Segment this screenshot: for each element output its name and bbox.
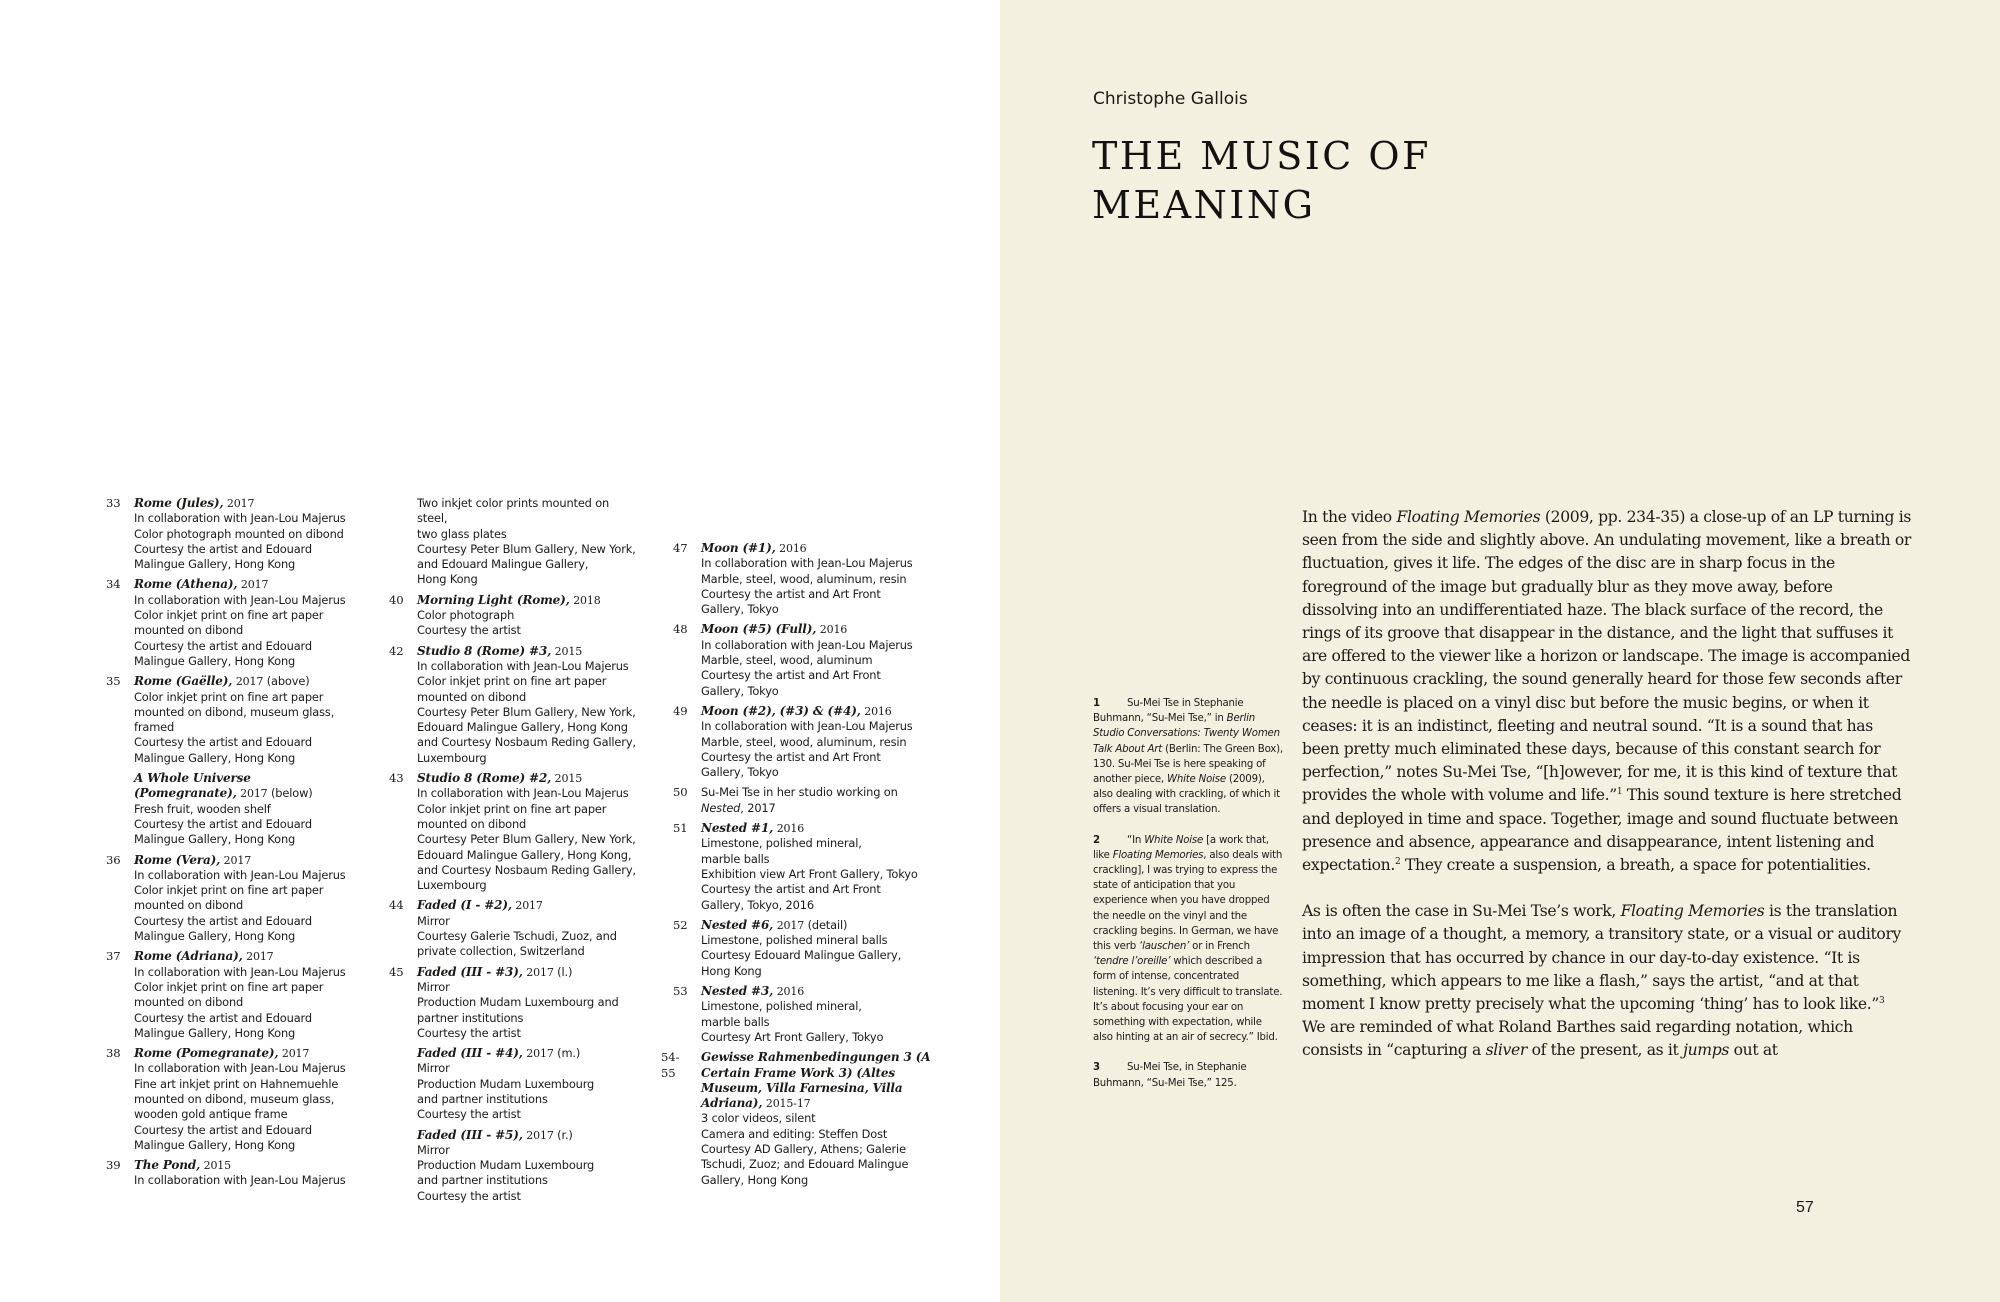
caption-heading: [701, 918, 935, 933]
work-title: Morning Light (Rome),: [417, 592, 570, 607]
caption-entry: [673, 821, 935, 913]
caption-line: Malingue Gallery, Hong Kong: [134, 1025, 296, 1040]
caption-line: Fine art inkjet print on Hahnemuehle: [134, 1076, 339, 1091]
essay-body: [1302, 506, 1912, 1086]
caption-entry: [673, 541, 935, 617]
caption-line: Malingue Gallery, Hong Kong: [134, 1137, 296, 1152]
caption-line: mounted on dibond, museum glass,: [134, 1091, 335, 1106]
caption-line: In collaboration with Jean-Lou Majerus: [701, 719, 913, 734]
caption-line: In collaboration with Jean-Lou Majerus: [417, 786, 629, 801]
caption-heading: [701, 704, 935, 719]
caption-heading: [134, 949, 354, 964]
work-title: Rome (Pomegranate),: [134, 1046, 279, 1061]
work-position-note: (l.): [557, 964, 573, 979]
caption-line: Gallery, Tokyo, 2016: [701, 897, 814, 912]
work-title: Moon (#1),: [701, 541, 776, 555]
caption-line: Color inkjet print on fine art paper: [417, 801, 607, 816]
work-date: 2017: [526, 965, 554, 979]
plate-number: 50: [673, 785, 688, 800]
plate-number: 52: [673, 917, 688, 932]
work-title: A Whole Universe (Pomegranate),: [134, 771, 251, 801]
caption-entry: [389, 1128, 637, 1204]
plate-number: 48: [673, 622, 688, 637]
plate-number: 45: [389, 964, 404, 979]
caption-heading: [701, 541, 935, 556]
caption-line: Courtesy the artist: [417, 1188, 521, 1203]
caption-line: Mirror: [417, 979, 450, 994]
caption-line: In collaboration with Jean-Lou Majerus: [701, 556, 913, 571]
caption-line: Malingue Gallery, Hong Kong: [134, 832, 296, 847]
work-title: The Pond,: [134, 1158, 201, 1173]
footnote-number: 3: [1093, 1062, 1100, 1074]
work-date: 2017: [235, 675, 264, 689]
caption-line: Luxembourg: [417, 878, 487, 893]
work-title: Faded (III - #4),: [417, 1046, 523, 1061]
caption-line: mounted on dibond: [134, 623, 244, 638]
caption-entry: [673, 984, 935, 1045]
caption-line: In collaboration with Jean-Lou Majerus: [701, 637, 913, 652]
caption-line: Color inkjet print on fine art paper: [134, 608, 324, 623]
caption-entry: [106, 949, 354, 1041]
caption-line: Two inkjet color prints mounted on steel,: [417, 496, 610, 526]
caption-line: Mirror: [417, 1061, 450, 1076]
caption-line: Color photograph: [417, 608, 515, 623]
footnote-2: 2 “In White Noise [a work that, like Floating Memories, also deals with crackling], I was trying to express the state of anticipation that you experience when you have dropped the needle on the vinyl and the crackling begins. In German, we have this verb ‘lauschen’ or in French ‘tendre l’oreille’ which described a form of intense, concentrated listening. It’s very difficult to translate. It’s about focusing your ear on something with expectation, while also hinting at an air of secrecy.” Ibid.: [1093, 834, 1283, 1044]
caption-heading: [417, 1046, 637, 1061]
caption-line: Color inkjet print on fine art paper: [134, 979, 324, 994]
caption-line: Courtesy Galerie Tschudi, Zuoz, and: [417, 929, 617, 944]
work-title: Rome (Athena),: [134, 577, 238, 592]
caption-heading: [417, 965, 637, 980]
caption-line: and partner institutions: [417, 1173, 548, 1188]
footnote-ref-2[interactable]: 2: [1394, 856, 1401, 867]
caption-line: In collaboration with Jean-Lou Majerus: [134, 592, 346, 607]
work-title: Faded (III - #3),: [417, 964, 523, 979]
caption-line: In collaboration with Jean-Lou Majerus: [134, 867, 346, 882]
page-number: 57: [1796, 1199, 1814, 1216]
caption-line: mounted on dibond, museum glass,: [134, 704, 335, 719]
work-title: Gewisse Rahmenbedingungen 3 (A Certain Frame Work 3) (Altes Museum, Villa Farnesina, Villa Adriana),: [701, 1050, 931, 1111]
work-date: 2017: [226, 497, 255, 510]
work-date: 2017: [515, 899, 543, 913]
caption-line: Malingue Gallery, Hong Kong: [134, 929, 296, 944]
plate-number: 51: [673, 821, 688, 836]
caption-line: Malingue Gallery, Hong Kong: [134, 653, 296, 668]
caption-entry: [106, 1046, 354, 1153]
caption-heading: [134, 577, 354, 592]
caption-entry: [389, 965, 637, 1041]
plate-number: 47: [673, 541, 688, 555]
essay-title-line-2: MEANING: [1092, 183, 1316, 227]
body-paragraph-1: In the video Floating Memories (2009, pp. 234-35) a close-up of an LP turning is seen from the side and slightly above. An undulating movement, like a breath or fluctuation, gives it life. The edges of the disc are in sharp focus in the foreground of the image but gradually blur as they move away, before dissolving into an undifferentiated haze. The black surface of the record, the rings of its groove that disappear in the distance, and the light that suffuses it are offered to the viewer like a horizon or landscape. The image is accompanied by continuous crackling, the sound generally heard for those few seconds after the needle is placed on a vinyl disc but before the music begins, or when it ceases: it is an indistinct, fleeting and neutral sound. “It is a sound that has been pretty much eliminated these days, because of this constant search for perfection,” notes Su-Mei Tse, “[h]owever, for me, it is this kind of texture that provides the whole with volume and life.”$^1$ This sound texture is here stretched and deployed in time and space. Together, image and sound fluctuate between presence and absence, appearance and disappearance, intent listening and expectation.$^2$ They create a suspension, a breath, a space for potentialities.: [1302, 508, 1912, 875]
caption-entry: [106, 674, 354, 766]
caption-line: Gallery, Tokyo: [701, 683, 779, 698]
caption-line: Courtesy the artist and Art Front: [701, 586, 881, 601]
work-title: Rome (Gaëlle),: [134, 674, 233, 689]
caption-line: Courtesy the artist and Edouard: [134, 913, 312, 928]
caption-line: Marble, steel, wood, aluminum: [701, 653, 873, 668]
work-title: Faded (III - #5),: [417, 1127, 523, 1142]
caption-line: Courtesy the artist: [417, 623, 521, 638]
caption-line: Courtesy the artist and Edouard: [134, 816, 312, 831]
plate-number: 49: [673, 703, 688, 718]
caption-line: In collaboration with Jean-Lou Majerus: [134, 511, 346, 526]
work-date: 2016: [776, 985, 805, 999]
caption-line: Malingue Gallery, Hong Kong: [134, 557, 296, 572]
work-date: 2018: [573, 593, 601, 607]
plate-number: 34: [106, 577, 121, 592]
plate-number: 35: [106, 674, 121, 689]
caption-line: In collaboration with Jean-Lou Majerus: [134, 1173, 346, 1188]
caption-line: and partner institutions: [417, 1091, 548, 1106]
caption-heading: [417, 593, 637, 608]
caption-heading: [701, 984, 935, 999]
work-date: 2015: [554, 644, 583, 658]
work-position-note: (m.): [557, 1046, 581, 1061]
caption-line: Courtesy the artist and Art Front: [701, 749, 881, 764]
work-date: 2015: [554, 772, 583, 786]
work-date: 2016: [779, 542, 807, 555]
work-title: Rome (Jules),: [134, 496, 224, 510]
caption-line: [701, 801, 935, 816]
caption-heading: [417, 644, 637, 659]
caption-line: Courtesy the artist and Edouard: [134, 638, 312, 653]
work-title: Rome (Adriana),: [134, 949, 243, 964]
caption-line: Gallery, Hong Kong: [701, 1172, 809, 1187]
caption-line: Courtesy Peter Blum Gallery, New York,: [417, 832, 636, 847]
caption-line: In collaboration with Jean-Lou Majerus: [134, 964, 346, 979]
work-position-note: (detail): [807, 917, 848, 932]
caption-line: Hong Kong: [701, 963, 762, 978]
work-date: 2017: [246, 950, 274, 964]
caption-entry: [389, 593, 637, 639]
work-title: Nested #6,: [701, 917, 774, 932]
caption-line: framed: [134, 720, 175, 735]
caption-entry: [673, 622, 935, 698]
caption-heading: [134, 674, 354, 689]
caption-line: Courtesy Edouard Malingue Gallery,: [701, 948, 902, 963]
caption-line: Su-Mei Tse in her studio working on: [701, 785, 898, 800]
caption-line: Limestone, polished mineral,: [701, 999, 862, 1014]
caption-line: and Courtesy Nosbaum Reding Gallery,: [417, 735, 636, 750]
caption-line: mounted on dibond: [417, 689, 527, 704]
caption-line: mounted on dibond: [134, 898, 244, 913]
caption-line: private collection, Switzerland: [417, 944, 585, 959]
caption-heading: [134, 771, 354, 802]
caption-line: Courtesy Art Front Gallery, Tokyo: [701, 1029, 884, 1044]
caption-line: Fresh fruit, wooden shelf: [134, 801, 271, 816]
caption-line: Color inkjet print on fine art paper: [417, 674, 607, 689]
caption-line: mounted on dibond: [134, 995, 244, 1010]
caption-line: Courtesy the artist and Art Front: [701, 668, 881, 683]
caption-line: Courtesy the artist and Edouard: [134, 541, 312, 556]
captions-column-3: [661, 541, 935, 1193]
caption-line: Courtesy the artist: [417, 1025, 521, 1040]
work-date: 2015-17: [765, 1097, 811, 1111]
caption-heading: [701, 1050, 935, 1111]
footnote-3: 3 Su-Mei Tse, in Stephanie Buhmann, “Su-Mei Tse,” 125.: [1093, 1062, 1247, 1089]
caption-line: Marble, steel, wood, aluminum, resin: [701, 571, 907, 586]
caption-entry: [106, 771, 354, 847]
work-date: 2017: [526, 1047, 554, 1061]
caption-line: Courtesy the artist: [417, 1107, 521, 1122]
caption-line: Edouard Malingue Gallery, Hong Kong: [417, 720, 628, 735]
caption-line: Gallery, Tokyo: [701, 765, 779, 780]
caption-line: Camera and editing: Steffen Dost: [701, 1126, 888, 1141]
caption-line: Tschudi, Zuoz; and Edouard Malingue: [701, 1157, 909, 1172]
caption-entry: [661, 1050, 935, 1188]
caption-heading: [134, 496, 354, 511]
work-date: 2017: [223, 853, 252, 867]
work-date: , 2017: [740, 800, 776, 815]
caption-line: Production Mudam Luxembourg: [417, 1158, 595, 1173]
caption-entry: [673, 785, 935, 816]
caption-line: Edouard Malingue Gallery, Hong Kong,: [417, 847, 632, 862]
work-date: 2016: [864, 704, 892, 718]
caption-line: 3 color videos, silent: [701, 1111, 816, 1126]
footnotes: [1093, 696, 1283, 1106]
caption-entry: [389, 496, 637, 588]
plate-number: 54-55: [661, 1050, 680, 1080]
work-title-inline: Nested: [701, 800, 741, 815]
essay-title-line-1: THE MUSIC OF: [1092, 134, 1431, 178]
caption-line: Hong Kong: [417, 572, 478, 587]
caption-entry: [389, 898, 637, 959]
caption-heading: [417, 1128, 637, 1143]
caption-line: marble balls: [701, 851, 770, 866]
plate-number: 43: [389, 771, 404, 786]
caption-line: mounted on dibond: [417, 816, 527, 831]
plate-number: 44: [389, 898, 404, 913]
caption-heading: [134, 1046, 354, 1061]
work-title: Nested #1,: [701, 821, 774, 836]
work-position-note: (r.): [557, 1127, 573, 1142]
work-date: 2017: [240, 787, 268, 801]
work-date: 2015: [203, 1159, 232, 1173]
plate-number: 33: [106, 496, 121, 510]
caption-entry: [389, 1046, 637, 1122]
caption-heading: [701, 821, 935, 836]
caption-line: Courtesy Peter Blum Gallery, New York,: [417, 704, 636, 719]
plate-number: 38: [106, 1046, 121, 1061]
caption-line: Courtesy Peter Blum Gallery, New York,: [417, 541, 636, 556]
caption-line: Courtesy the artist and Edouard: [134, 1010, 312, 1025]
caption-entry: [673, 918, 935, 979]
caption-heading: [417, 898, 637, 913]
footnote-number: 1: [1093, 698, 1100, 709]
caption-entry: [106, 1158, 354, 1189]
caption-entry: [106, 577, 354, 669]
caption-line: and Courtesy Nosbaum Reding Gallery,: [417, 862, 636, 877]
caption-line: Mirror: [417, 1142, 450, 1157]
plate-number: 39: [106, 1158, 121, 1173]
caption-line: Courtesy the artist and Edouard: [134, 735, 312, 750]
plate-number: 42: [389, 643, 404, 658]
caption-line: Marble, steel, wood, aluminum, resin: [701, 734, 907, 749]
essay-title: [1092, 132, 1431, 230]
work-date: 2017: [240, 578, 269, 592]
footnote-ref-1[interactable]: 1: [1616, 787, 1623, 798]
caption-heading: [134, 853, 354, 868]
caption-line: Exhibition view Art Front Gallery, Tokyo: [701, 866, 918, 881]
author-name: Christophe Gallois: [1093, 89, 1248, 109]
footnote-ref-3[interactable]: 3: [1879, 995, 1885, 1006]
caption-line: Color photograph mounted on dibond: [134, 526, 344, 541]
caption-heading: [417, 771, 637, 786]
body-paragraph-2: As is often the case in Su-Mei Tse’s work, Floating Memories is the translation into an image of a thought, a memory, a transitory state, or a visual or auditory impression that has occurred by chance in our day-to-day existence. “It is something, which appears to me like a flash,” says the artist, “and at that moment I know pretty precisely what the upcoming ‘thing’ has to look like.”$^3$ We are reminded of what Roland Barthes said regarding notation, which consists in “capturing a sliver of the present, as it jumps out at: [1302, 902, 1902, 1060]
caption-entry: [389, 644, 637, 766]
caption-line: Courtesy the artist and Edouard: [134, 1122, 312, 1137]
caption-line: In collaboration with Jean-Lou Majerus: [134, 1061, 346, 1076]
work-date: 2017: [281, 1047, 310, 1061]
work-title: Faded (I - #2),: [417, 898, 512, 913]
plate-number: 36: [106, 852, 121, 867]
caption-entry: [106, 853, 354, 945]
caption-line: Production Mudam Luxembourg and: [417, 995, 619, 1010]
caption-line: Color inkjet print on fine art paper: [134, 883, 324, 898]
caption-entry: [389, 771, 637, 893]
footnote-number: 2: [1093, 834, 1100, 846]
work-title: Moon (#5) (Full),: [701, 622, 817, 637]
plate-number: 40: [389, 592, 404, 607]
work-date: 2017: [526, 1128, 554, 1142]
captions-column-1: [106, 496, 354, 1194]
work-date: 2017: [776, 918, 805, 932]
caption-line: Production Mudam Luxembourg: [417, 1076, 595, 1091]
work-title: Moon (#2), (#3) & (#4),: [701, 703, 861, 718]
captions-column-2: [389, 496, 637, 1209]
plate-number: 53: [673, 984, 688, 999]
caption-line: Courtesy the artist and Art Front: [701, 882, 881, 897]
caption-line: Courtesy AD Gallery, Athens; Galerie: [701, 1141, 906, 1156]
work-date: 2016: [819, 623, 848, 637]
caption-line: In collaboration with Jean-Lou Majerus: [417, 658, 629, 673]
caption-line: marble balls: [701, 1014, 770, 1029]
caption-line: Malingue Gallery, Hong Kong: [134, 750, 296, 765]
work-position-note: (below): [271, 786, 313, 801]
caption-line: Gallery, Tokyo: [701, 602, 779, 617]
caption-line: Limestone, polished mineral balls: [701, 933, 888, 948]
caption-line: Color inkjet print on fine art paper: [134, 689, 324, 704]
caption-line: two glass plates: [417, 526, 507, 541]
work-title: Studio 8 (Rome) #2,: [417, 771, 552, 786]
caption-line: partner institutions: [417, 1010, 524, 1025]
work-title: Rome (Vera),: [134, 852, 221, 867]
caption-entry: [673, 704, 935, 780]
work-position-note: (above): [266, 674, 310, 689]
plate-number: 37: [106, 949, 121, 964]
work-date: 2016: [776, 822, 805, 836]
caption-line: Luxembourg: [417, 750, 487, 765]
caption-line: Limestone, polished mineral,: [701, 836, 862, 851]
caption-line: Mirror: [417, 913, 450, 928]
work-title: Studio 8 (Rome) #3,: [417, 643, 552, 658]
caption-heading: [134, 1158, 354, 1173]
caption-line: and Edouard Malingue Gallery,: [417, 557, 589, 572]
caption-entry: [106, 496, 354, 572]
caption-heading: [701, 622, 935, 637]
caption-line: wooden gold antique frame: [134, 1107, 288, 1122]
work-title: Nested #3,: [701, 984, 774, 999]
footnote-1: 1 Su-Mei Tse in Stephanie Buhmann, “Su-Mei Tse,” in Berlin Studio Conversations: Twenty Women Talk About Art (Berlin: The Green Box), 130. Su-Mei Tse is here speaking of another piece, White Noise (2009), also dealing with crackling, of which it offers a visual translation.: [1093, 698, 1283, 816]
